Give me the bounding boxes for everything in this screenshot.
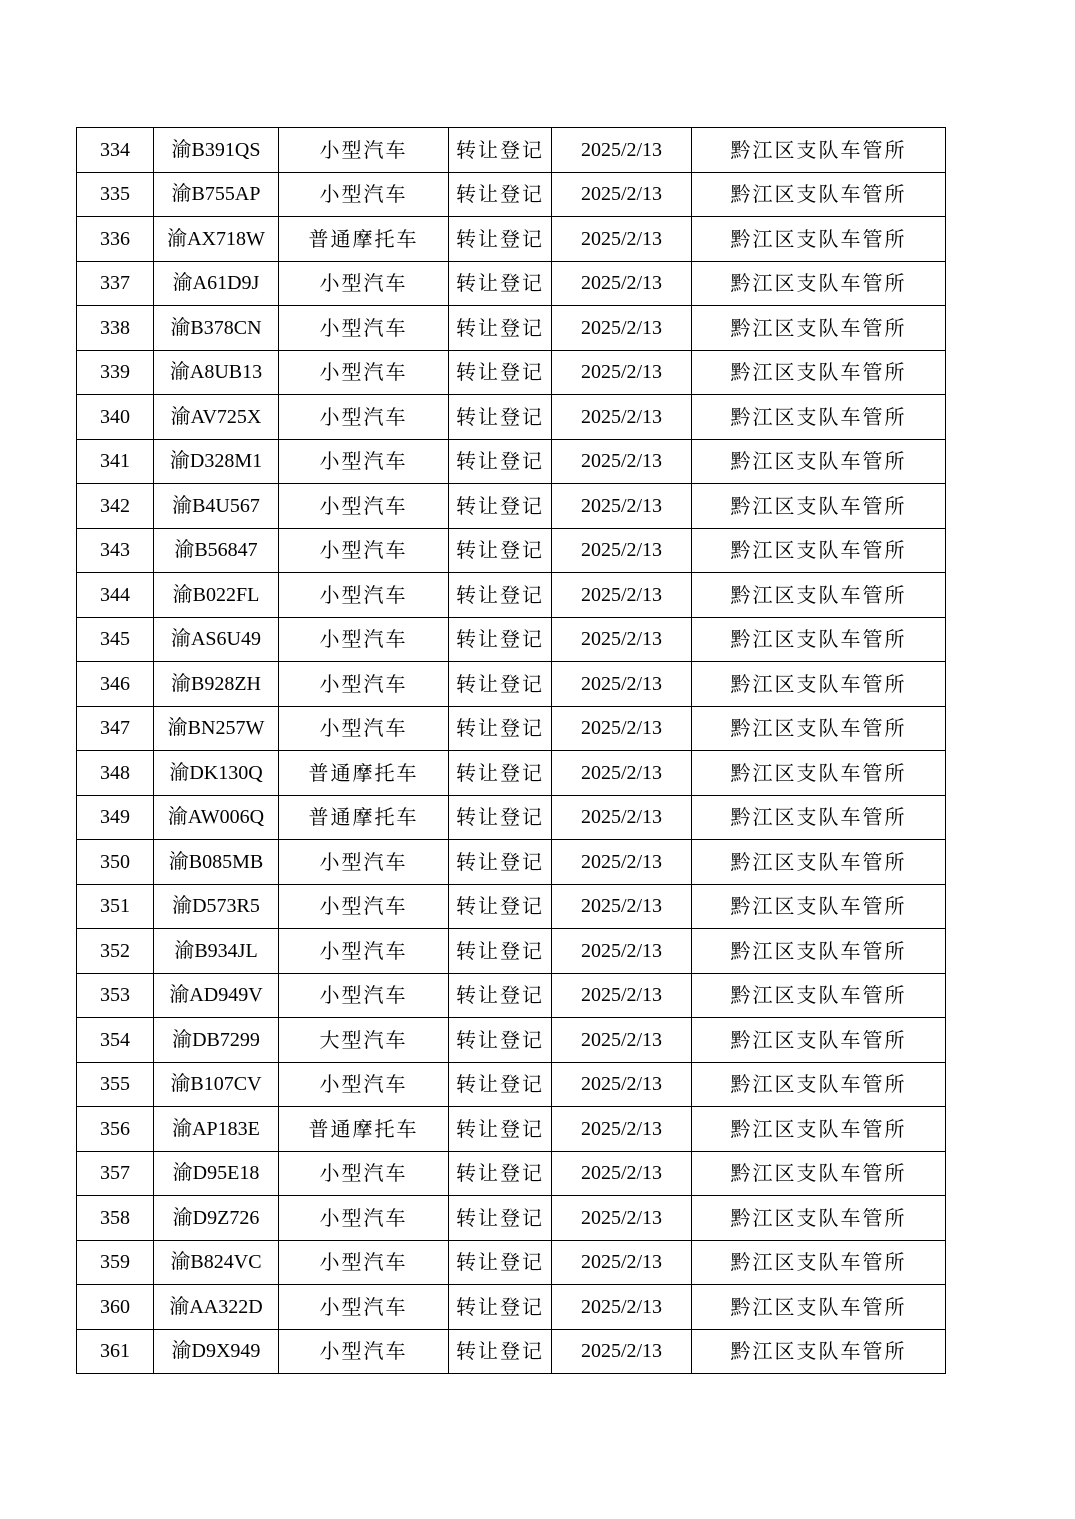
office-cell: 黔江区支队车管所 xyxy=(692,350,946,395)
table-row xyxy=(77,217,946,262)
table-row xyxy=(77,306,946,351)
plate-number-cell: 渝AP183E xyxy=(154,1107,279,1152)
date-cell: 2025/2/13 xyxy=(552,795,692,840)
business-type-cell: 转让登记 xyxy=(449,1329,552,1374)
vehicle-type-cell: 小型汽车 xyxy=(279,1285,449,1330)
date-cell: 2025/2/13 xyxy=(552,172,692,217)
date-cell: 2025/2/13 xyxy=(552,484,692,529)
office-cell: 黔江区支队车管所 xyxy=(692,1151,946,1196)
date-cell: 2025/2/13 xyxy=(552,884,692,929)
row-number-cell: 358 xyxy=(77,1196,154,1241)
date-cell: 2025/2/13 xyxy=(552,1151,692,1196)
date-cell: 2025/2/13 xyxy=(552,662,692,707)
business-type-cell: 转让登记 xyxy=(449,484,552,529)
row-number-cell: 352 xyxy=(77,929,154,974)
table-row xyxy=(77,395,946,440)
business-type-cell: 转让登记 xyxy=(449,795,552,840)
row-number-cell: 359 xyxy=(77,1240,154,1285)
business-type-cell: 转让登记 xyxy=(449,706,552,751)
vehicle-registration-table xyxy=(76,127,946,1374)
vehicle-type-cell: 小型汽车 xyxy=(279,128,449,173)
vehicle-type-cell: 小型汽车 xyxy=(279,884,449,929)
office-cell: 黔江区支队车管所 xyxy=(692,395,946,440)
business-type-cell: 转让登记 xyxy=(449,884,552,929)
office-cell: 黔江区支队车管所 xyxy=(692,1018,946,1063)
office-cell: 黔江区支队车管所 xyxy=(692,484,946,529)
table-row xyxy=(77,484,946,529)
date-cell: 2025/2/13 xyxy=(552,1018,692,1063)
date-cell: 2025/2/13 xyxy=(552,395,692,440)
plate-number-cell: 渝D9Z726 xyxy=(154,1196,279,1241)
date-cell: 2025/2/13 xyxy=(552,528,692,573)
table-row xyxy=(77,1151,946,1196)
business-type-cell: 转让登记 xyxy=(449,1285,552,1330)
office-cell: 黔江区支队车管所 xyxy=(692,929,946,974)
plate-number-cell: 渝D95E18 xyxy=(154,1151,279,1196)
plate-number-cell: 渝AD949V xyxy=(154,973,279,1018)
office-cell: 黔江区支队车管所 xyxy=(692,973,946,1018)
vehicle-type-cell: 小型汽车 xyxy=(279,484,449,529)
office-cell: 黔江区支队车管所 xyxy=(692,1240,946,1285)
office-cell: 黔江区支队车管所 xyxy=(692,573,946,618)
row-number-cell: 360 xyxy=(77,1285,154,1330)
plate-number-cell: 渝B022FL xyxy=(154,573,279,618)
office-cell: 黔江区支队车管所 xyxy=(692,306,946,351)
plate-number-cell: 渝B107CV xyxy=(154,1062,279,1107)
vehicle-type-cell: 小型汽车 xyxy=(279,929,449,974)
date-cell: 2025/2/13 xyxy=(552,840,692,885)
date-cell: 2025/2/13 xyxy=(552,706,692,751)
row-number-cell: 337 xyxy=(77,261,154,306)
vehicle-type-cell: 小型汽车 xyxy=(279,840,449,885)
office-cell: 黔江区支队车管所 xyxy=(692,528,946,573)
plate-number-cell: 渝B934JL xyxy=(154,929,279,974)
date-cell: 2025/2/13 xyxy=(552,1196,692,1241)
vehicle-type-cell: 普通摩托车 xyxy=(279,217,449,262)
plate-number-cell: 渝B085MB xyxy=(154,840,279,885)
table-row xyxy=(77,128,946,173)
office-cell: 黔江区支队车管所 xyxy=(692,1329,946,1374)
office-cell: 黔江区支队车管所 xyxy=(692,884,946,929)
vehicle-type-cell: 小型汽车 xyxy=(279,1062,449,1107)
business-type-cell: 转让登记 xyxy=(449,395,552,440)
table-row xyxy=(77,1062,946,1107)
business-type-cell: 转让登记 xyxy=(449,662,552,707)
date-cell: 2025/2/13 xyxy=(552,973,692,1018)
table-row xyxy=(77,261,946,306)
row-number-cell: 340 xyxy=(77,395,154,440)
office-cell: 黔江区支队车管所 xyxy=(692,706,946,751)
date-cell: 2025/2/13 xyxy=(552,1107,692,1152)
vehicle-type-cell: 小型汽车 xyxy=(279,528,449,573)
office-cell: 黔江区支队车管所 xyxy=(692,1196,946,1241)
plate-number-cell: 渝A8UB13 xyxy=(154,350,279,395)
plate-number-cell: 渝B56847 xyxy=(154,528,279,573)
row-number-cell: 354 xyxy=(77,1018,154,1063)
vehicle-type-cell: 小型汽车 xyxy=(279,350,449,395)
vehicle-type-cell: 小型汽车 xyxy=(279,973,449,1018)
plate-number-cell: 渝BN257W xyxy=(154,706,279,751)
table-row xyxy=(77,617,946,662)
business-type-cell: 转让登记 xyxy=(449,1107,552,1152)
table-row xyxy=(77,1240,946,1285)
business-type-cell: 转让登记 xyxy=(449,751,552,796)
office-cell: 黔江区支队车管所 xyxy=(692,1107,946,1152)
business-type-cell: 转让登记 xyxy=(449,217,552,262)
plate-number-cell: 渝B4U567 xyxy=(154,484,279,529)
table-row xyxy=(77,884,946,929)
row-number-cell: 357 xyxy=(77,1151,154,1196)
vehicle-type-cell: 小型汽车 xyxy=(279,573,449,618)
table-row xyxy=(77,795,946,840)
date-cell: 2025/2/13 xyxy=(552,1285,692,1330)
row-number-cell: 351 xyxy=(77,884,154,929)
vehicle-type-cell: 小型汽车 xyxy=(279,1240,449,1285)
table-row xyxy=(77,1285,946,1330)
plate-number-cell: 渝B391QS xyxy=(154,128,279,173)
row-number-cell: 344 xyxy=(77,573,154,618)
date-cell: 2025/2/13 xyxy=(552,128,692,173)
office-cell: 黔江区支队车管所 xyxy=(692,1285,946,1330)
date-cell: 2025/2/13 xyxy=(552,1240,692,1285)
date-cell: 2025/2/13 xyxy=(552,1329,692,1374)
office-cell: 黔江区支队车管所 xyxy=(692,840,946,885)
table-row xyxy=(77,840,946,885)
business-type-cell: 转让登记 xyxy=(449,1018,552,1063)
row-number-cell: 350 xyxy=(77,840,154,885)
row-number-cell: 349 xyxy=(77,795,154,840)
table-row xyxy=(77,350,946,395)
date-cell: 2025/2/13 xyxy=(552,217,692,262)
date-cell: 2025/2/13 xyxy=(552,751,692,796)
row-number-cell: 346 xyxy=(77,662,154,707)
table-row xyxy=(77,528,946,573)
business-type-cell: 转让登记 xyxy=(449,1240,552,1285)
plate-number-cell: 渝A61D9J xyxy=(154,261,279,306)
vehicle-type-cell: 大型汽车 xyxy=(279,1018,449,1063)
vehicle-type-cell: 小型汽车 xyxy=(279,1151,449,1196)
business-type-cell: 转让登记 xyxy=(449,929,552,974)
business-type-cell: 转让登记 xyxy=(449,973,552,1018)
business-type-cell: 转让登记 xyxy=(449,350,552,395)
vehicle-type-cell: 小型汽车 xyxy=(279,306,449,351)
row-number-cell: 353 xyxy=(77,973,154,1018)
vehicle-type-cell: 普通摩托车 xyxy=(279,751,449,796)
business-type-cell: 转让登记 xyxy=(449,573,552,618)
vehicle-type-cell: 普通摩托车 xyxy=(279,795,449,840)
office-cell: 黔江区支队车管所 xyxy=(692,217,946,262)
plate-number-cell: 渝B824VC xyxy=(154,1240,279,1285)
plate-number-cell: 渝B755AP xyxy=(154,172,279,217)
row-number-cell: 338 xyxy=(77,306,154,351)
business-type-cell: 转让登记 xyxy=(449,1062,552,1107)
business-type-cell: 转让登记 xyxy=(449,840,552,885)
date-cell: 2025/2/13 xyxy=(552,439,692,484)
plate-number-cell: 渝B378CN xyxy=(154,306,279,351)
plate-number-cell: 渝DK130Q xyxy=(154,751,279,796)
table-row xyxy=(77,706,946,751)
table-row xyxy=(77,929,946,974)
table-row xyxy=(77,662,946,707)
table-row xyxy=(77,573,946,618)
row-number-cell: 348 xyxy=(77,751,154,796)
vehicle-type-cell: 小型汽车 xyxy=(279,1196,449,1241)
row-number-cell: 336 xyxy=(77,217,154,262)
vehicle-type-cell: 小型汽车 xyxy=(279,439,449,484)
business-type-cell: 转让登记 xyxy=(449,261,552,306)
vehicle-type-cell: 小型汽车 xyxy=(279,706,449,751)
office-cell: 黔江区支队车管所 xyxy=(692,172,946,217)
table-row xyxy=(77,751,946,796)
vehicle-type-cell: 小型汽车 xyxy=(279,261,449,306)
date-cell: 2025/2/13 xyxy=(552,261,692,306)
row-number-cell: 342 xyxy=(77,484,154,529)
table-row xyxy=(77,1018,946,1063)
plate-number-cell: 渝AX718W xyxy=(154,217,279,262)
row-number-cell: 347 xyxy=(77,706,154,751)
office-cell: 黔江区支队车管所 xyxy=(692,261,946,306)
date-cell: 2025/2/13 xyxy=(552,929,692,974)
plate-number-cell: 渝AS6U49 xyxy=(154,617,279,662)
date-cell: 2025/2/13 xyxy=(552,573,692,618)
plate-number-cell: 渝D573R5 xyxy=(154,884,279,929)
plate-number-cell: 渝B928ZH xyxy=(154,662,279,707)
row-number-cell: 361 xyxy=(77,1329,154,1374)
business-type-cell: 转让登记 xyxy=(449,128,552,173)
table-row xyxy=(77,1329,946,1374)
table-row xyxy=(77,439,946,484)
office-cell: 黔江区支队车管所 xyxy=(692,617,946,662)
date-cell: 2025/2/13 xyxy=(552,306,692,351)
row-number-cell: 343 xyxy=(77,528,154,573)
row-number-cell: 345 xyxy=(77,617,154,662)
vehicle-type-cell: 小型汽车 xyxy=(279,172,449,217)
date-cell: 2025/2/13 xyxy=(552,617,692,662)
plate-number-cell: 渝AW006Q xyxy=(154,795,279,840)
vehicle-type-cell: 小型汽车 xyxy=(279,617,449,662)
vehicle-type-cell: 普通摩托车 xyxy=(279,1107,449,1152)
row-number-cell: 356 xyxy=(77,1107,154,1152)
office-cell: 黔江区支队车管所 xyxy=(692,751,946,796)
business-type-cell: 转让登记 xyxy=(449,1151,552,1196)
row-number-cell: 335 xyxy=(77,172,154,217)
date-cell: 2025/2/13 xyxy=(552,1062,692,1107)
plate-number-cell: 渝DB7299 xyxy=(154,1018,279,1063)
business-type-cell: 转让登记 xyxy=(449,1196,552,1241)
row-number-cell: 339 xyxy=(77,350,154,395)
table-row xyxy=(77,973,946,1018)
business-type-cell: 转让登记 xyxy=(449,172,552,217)
vehicle-type-cell: 小型汽车 xyxy=(279,1329,449,1374)
table-row xyxy=(77,1196,946,1241)
vehicle-type-cell: 小型汽车 xyxy=(279,395,449,440)
office-cell: 黔江区支队车管所 xyxy=(692,662,946,707)
table-row xyxy=(77,172,946,217)
plate-number-cell: 渝AA322D xyxy=(154,1285,279,1330)
business-type-cell: 转让登记 xyxy=(449,528,552,573)
office-cell: 黔江区支队车管所 xyxy=(692,1062,946,1107)
row-number-cell: 334 xyxy=(77,128,154,173)
plate-number-cell: 渝AV725X xyxy=(154,395,279,440)
office-cell: 黔江区支队车管所 xyxy=(692,795,946,840)
plate-number-cell: 渝D9X949 xyxy=(154,1329,279,1374)
business-type-cell: 转让登记 xyxy=(449,617,552,662)
office-cell: 黔江区支队车管所 xyxy=(692,439,946,484)
date-cell: 2025/2/13 xyxy=(552,350,692,395)
business-type-cell: 转让登记 xyxy=(449,439,552,484)
table-body xyxy=(77,128,946,1374)
vehicle-type-cell: 小型汽车 xyxy=(279,662,449,707)
plate-number-cell: 渝D328M1 xyxy=(154,439,279,484)
row-number-cell: 341 xyxy=(77,439,154,484)
office-cell: 黔江区支队车管所 xyxy=(692,128,946,173)
business-type-cell: 转让登记 xyxy=(449,306,552,351)
table-row xyxy=(77,1107,946,1152)
row-number-cell: 355 xyxy=(77,1062,154,1107)
